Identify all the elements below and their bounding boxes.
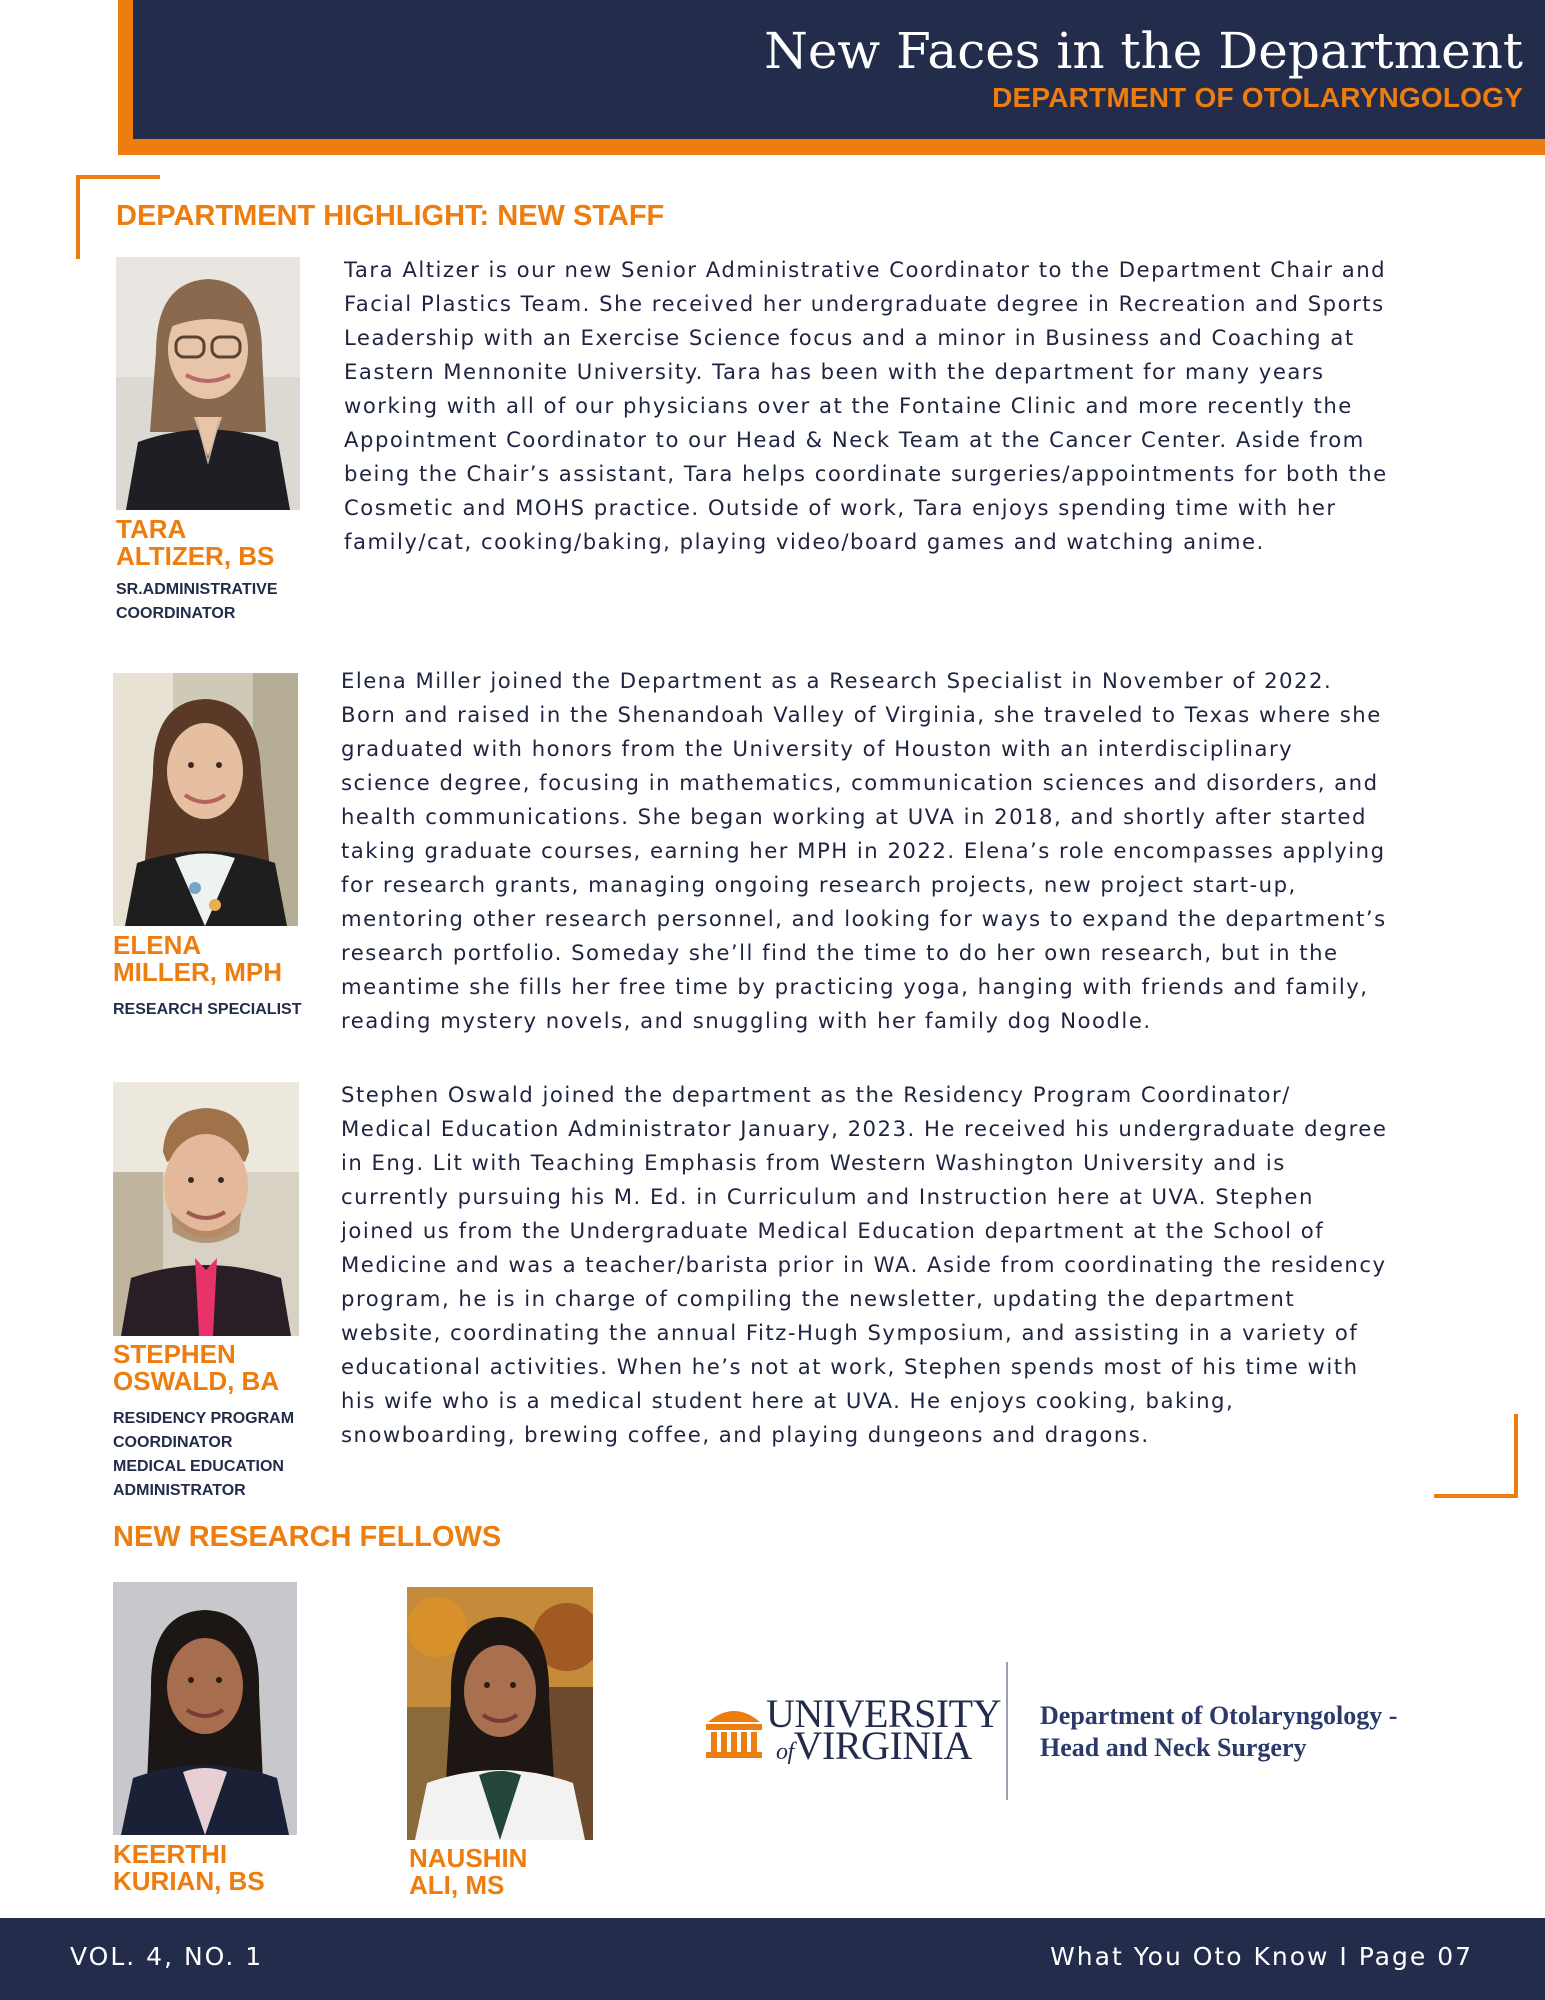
tara-altizer-role	[116, 578, 346, 626]
frame-corner-top-left-vertical	[76, 175, 80, 259]
bio-line: family/cat, cooking/baking, playing video/board games and watching anime.	[344, 529, 1265, 554]
staff-section-title: DEPARTMENT HIGHLIGHT: NEW STAFF	[116, 200, 665, 232]
bio-line: his wife who is a medical student here at UVA. He enjoys cooking, baking,	[341, 1388, 1235, 1413]
department-wordmark	[1040, 1700, 1397, 1764]
page-label: What You Oto Know I Page 07	[1050, 1942, 1473, 1971]
bio-line: Medicine and was a teacher/barista prior in WA. Aside from coordinating the residency	[341, 1252, 1387, 1277]
frame-corner-bottom-right	[1434, 1494, 1518, 1498]
rotunda-icon	[706, 1700, 762, 1760]
bio-line: Elena Miller joined the Department as a Research Specialist in November of 2022.	[341, 668, 1333, 693]
bio-line: Leadership with an Exercise Science focus and a minor in Business and Coaching at	[344, 325, 1355, 350]
role-line: MEDICAL EDUCATION	[113, 1458, 284, 1475]
bio-line: Eastern Mennonite University. Tara has been with the department for many years	[344, 359, 1325, 384]
fellows-section-title: NEW RESEARCH FELLOWS	[113, 1521, 502, 1553]
dept-line: Department of Otolaryngology -	[1040, 1701, 1398, 1730]
uva-otolaryngology-logo	[706, 1662, 1426, 1800]
name-line: ELENA	[113, 930, 202, 960]
bio-line: Appointment Coordinator to our Head & Neck Team at the Cancer Center. Aside from	[344, 427, 1365, 452]
elena-miller-photo	[113, 673, 298, 926]
name-line: ALTIZER, BS	[116, 541, 275, 571]
stephen-oswald-name	[113, 1341, 333, 1395]
header-banner	[133, 0, 1545, 139]
bio-line: educational activities. When he’s not at work, Stephen spends most of his time with	[341, 1354, 1359, 1379]
bio-line: snowboarding, brewing coffee, and playing dungeons and dragons.	[341, 1422, 1150, 1447]
name-line: OSWALD, BA	[113, 1366, 280, 1396]
role-line: COORDINATOR	[113, 1434, 233, 1451]
name-line: STEPHEN	[113, 1339, 236, 1369]
bio-line: science degree, focusing in mathematics, communication sciences and disorders, and	[341, 770, 1379, 795]
bio-line: research portfolio. Someday she’ll find the time to do her own research, but in the	[341, 940, 1339, 965]
page-subtitle: DEPARTMENT OF OTOLARYNGOLOGY	[992, 82, 1523, 113]
role-line: COORDINATOR	[116, 605, 236, 622]
role-line: ADMINISTRATOR	[113, 1482, 246, 1499]
frame-corner-top-left	[76, 175, 160, 179]
name-line: KEERTHI	[113, 1839, 228, 1869]
university-wordmark	[766, 1691, 1001, 1768]
name-line: NAUSHIN	[409, 1843, 528, 1873]
bio-line: Cosmetic and MOHS practice. Outside of work, Tara enjoys spending time with her	[344, 495, 1337, 520]
bio-line: joined us from the Undergraduate Medical Education department at the School of	[341, 1218, 1325, 1243]
bio-line: taking graduate courses, earning her MPH in 2022. Elena’s role encompasses applying	[341, 838, 1386, 863]
bio-line: graduated with honors from the University of Houston with an interdisciplinary	[341, 736, 1294, 761]
bio-line: Born and raised in the Shenandoah Valley of Virginia, she traveled to Texas where she	[341, 702, 1382, 727]
of-word: of	[776, 1739, 794, 1765]
bio-line: currently pursuing his M. Ed. in Curriculum and Instruction here at UVA. Stephen	[341, 1184, 1314, 1209]
keerthi-kurian-name	[113, 1841, 333, 1895]
name-line: TARA	[116, 514, 187, 544]
dept-line: Head and Neck Surgery	[1040, 1733, 1307, 1762]
page-title: New Faces in the Department	[764, 22, 1523, 80]
volume-label: VOL. 4, NO. 1	[70, 1942, 264, 1971]
tara-altizer-name	[116, 516, 336, 570]
bio-line: working with all of our physicians over at the Fontaine Clinic and more recently the	[344, 393, 1353, 418]
bio-line: being the Chair’s assistant, Tara helps coordinate surgeries/appointments for both the	[344, 461, 1388, 486]
name-line: MILLER, MPH	[113, 957, 282, 987]
tara-altizer-photo	[116, 257, 300, 510]
virginia-word: VIRGINIA	[793, 1723, 972, 1768]
stephen-oswald-role	[113, 1407, 343, 1503]
stephen-oswald-bio	[341, 1078, 1387, 1452]
elena-miller-bio	[341, 664, 1387, 1038]
bio-line: meantime she fills her free time by practicing yoga, hanging with friends and family,	[341, 974, 1369, 999]
bio-line: for research grants, managing ongoing research projects, new project start-up,	[341, 872, 1297, 897]
page-footer	[0, 1918, 1545, 2000]
name-line: ALI, MS	[409, 1870, 505, 1900]
elena-miller-role	[113, 998, 343, 1022]
bio-line: health communications. She began working at UVA in 2018, and shortly after started	[341, 804, 1367, 829]
bio-line: website, coordinating the annual Fitz-Hugh Symposium, and assisting in a variety of	[341, 1320, 1359, 1345]
bio-line: program, he is in charge of compiling the newsletter, updating the department	[341, 1286, 1296, 1311]
keerthi-kurian-photo	[113, 1582, 297, 1835]
bio-line: Medical Education Administrator January, 2023. He received his undergraduate degree	[341, 1116, 1388, 1141]
role-line: RESIDENCY PROGRAM	[113, 1410, 295, 1427]
tara-altizer-bio	[344, 253, 1388, 559]
bio-line: Facial Plastics Team. She received her undergraduate degree in Recreation and Sports	[344, 291, 1385, 316]
university-word: UNIVERSITY	[766, 1691, 1001, 1736]
stephen-oswald-photo	[113, 1082, 299, 1336]
bio-line: reading mystery novels, and snuggling with her family dog Noodle.	[341, 1008, 1152, 1033]
bio-line: in Eng. Lit with Teaching Emphasis from Western Washington University and is	[341, 1150, 1286, 1175]
role-line: SR.ADMINISTRATIVE	[116, 581, 278, 598]
naushin-ali-photo	[407, 1587, 593, 1840]
elena-miller-name	[113, 932, 333, 986]
name-line: KURIAN, BS	[113, 1866, 265, 1896]
bio-line: Stephen Oswald joined the department as the Residency Program Coordinator/	[341, 1082, 1291, 1107]
bio-line: Tara Altizer is our new Senior Administrative Coordinator to the Department Chair and	[344, 257, 1387, 282]
bio-line: mentoring other research personnel, and looking for ways to expand the department’s	[341, 906, 1387, 931]
virginia-line	[766, 1723, 1001, 1768]
role-line: RESEARCH SPECIALIST	[113, 1001, 302, 1018]
naushin-ali-name	[409, 1845, 629, 1899]
logo-divider	[1006, 1662, 1008, 1800]
frame-corner-bottom-right-vertical	[1514, 1414, 1518, 1498]
